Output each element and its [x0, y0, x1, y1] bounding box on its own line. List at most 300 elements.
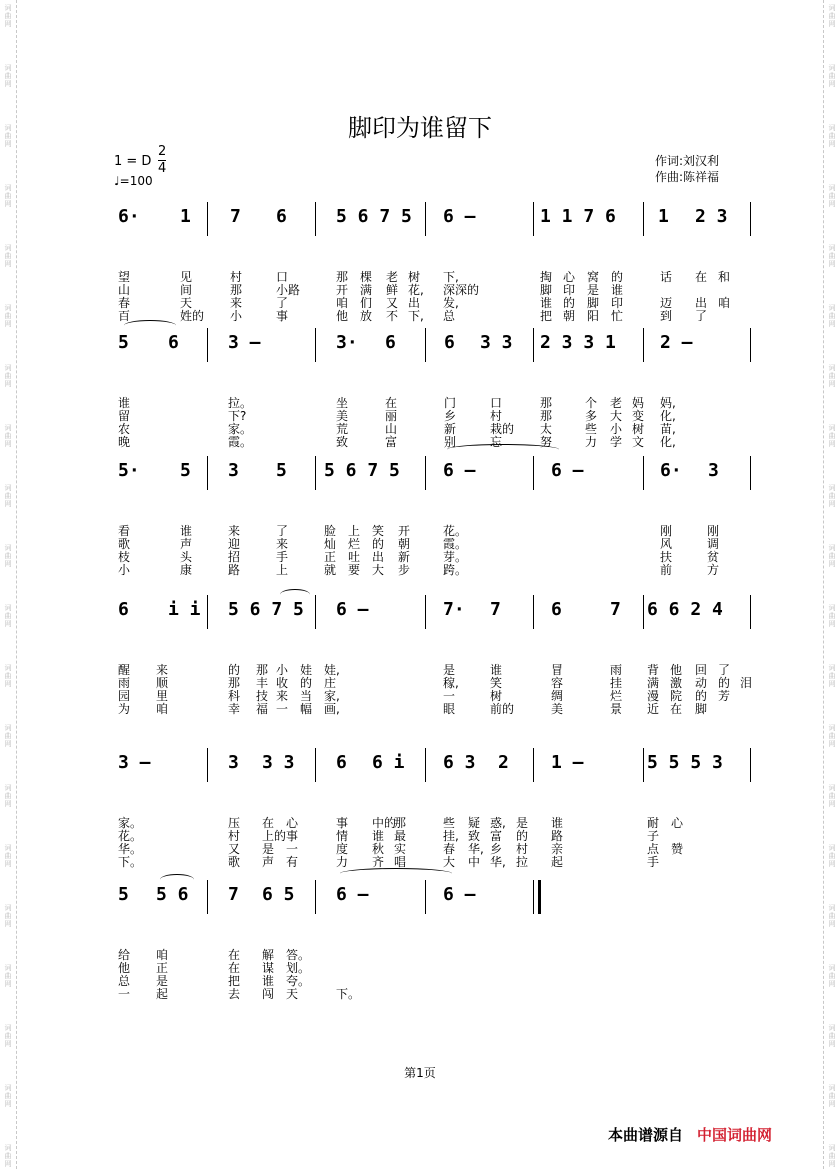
lyric-syllable: 春: [118, 296, 131, 310]
lyric-syllable: 雨: [118, 676, 131, 690]
bar-line: [750, 595, 751, 629]
note-group: 1: [658, 206, 669, 227]
lyric-syllable: 是: [156, 974, 169, 988]
lyric-syllable: 福: [256, 702, 269, 716]
lyric-syllable: 新: [398, 550, 411, 564]
lyric-syllable: 当: [300, 689, 313, 703]
lyric-syllable: 最: [394, 829, 407, 843]
source-label: 本曲谱源自: [608, 1126, 684, 1144]
note-group: 7: [228, 884, 239, 905]
lyric-verse-row: [0, 537, 840, 551]
lyric-syllable: 里: [156, 689, 169, 703]
lyric-syllable: 新: [444, 422, 457, 436]
bar-line: [750, 202, 751, 236]
lyric-syllable: 妈: [632, 396, 645, 410]
lyric-syllable: 为: [118, 702, 131, 716]
lyric-syllable: 谁: [490, 663, 503, 677]
note-group: 1 –: [551, 752, 584, 773]
watermark-mark: 词 曲 网: [828, 124, 836, 148]
watermark-mark: 词 曲 网: [828, 1084, 836, 1108]
lyric-syllable: 烂: [610, 689, 623, 703]
lyric-syllable: 在: [670, 702, 683, 716]
lyric-syllable: 荒: [336, 422, 349, 436]
note-group: 6: [385, 332, 396, 353]
note-group: 3 –: [228, 332, 261, 353]
lyric-syllable: 夸。: [286, 974, 311, 988]
note-group: 6 –: [551, 460, 584, 481]
lyric-syllable: 答。: [286, 948, 311, 962]
note-group: 5: [118, 884, 129, 905]
watermark-mark: 词 曲 网: [4, 1024, 12, 1048]
lyric-syllable: 院: [670, 689, 683, 703]
lyric-syllable: 吐: [348, 550, 361, 564]
lyric-syllable: 天: [286, 987, 299, 1001]
lyric-syllable: 的: [718, 676, 731, 690]
watermark-mark: 词 曲 网: [828, 844, 836, 868]
lyric-syllable: 下,: [443, 270, 459, 284]
lyric-syllable: 娃,: [324, 663, 340, 677]
lyric-syllable: 下。: [336, 987, 361, 1001]
lyric-syllable: 闯: [262, 987, 275, 1001]
lyric-syllable: 事: [336, 816, 349, 830]
lyric-syllable: 口: [490, 396, 503, 410]
lyric-syllable: 的: [372, 537, 385, 551]
lyric-syllable: 树: [490, 689, 503, 703]
lyric-syllable: 努: [540, 435, 553, 449]
lyric-verse-row: [0, 270, 840, 284]
lyric-verse-row: [0, 435, 840, 449]
lyric-syllable: 间: [180, 283, 193, 297]
lyric-syllable: 亲: [551, 842, 564, 856]
lyric-syllable: 解: [262, 948, 275, 962]
lyric-syllable: 印: [611, 296, 624, 310]
lyric-syllable: 枝: [118, 550, 131, 564]
lyric-syllable: 漫: [647, 689, 660, 703]
lyric-syllable: 下。: [118, 855, 143, 869]
note-group: 6: [444, 332, 455, 353]
lyric-syllable: 咱: [336, 296, 349, 310]
lyric-syllable: 把: [228, 974, 241, 988]
tie-slur: [447, 444, 559, 455]
lyric-syllable: 小: [276, 663, 289, 677]
lyric-syllable: 大: [610, 409, 623, 423]
lyric-verse-row: [0, 676, 840, 690]
lyric-syllable: 老: [386, 270, 399, 284]
lyric-syllable: 口: [276, 270, 289, 284]
lyric-verse-row: [0, 948, 840, 962]
lyric-syllable: 春: [443, 842, 456, 856]
lyric-syllable: 就: [324, 563, 337, 577]
lyric-verse-row: [0, 689, 840, 703]
bar-line: [207, 748, 208, 782]
note-group: 5: [276, 460, 287, 481]
lyric-syllable: 村: [230, 270, 243, 284]
lyric-syllable: 灿: [324, 537, 337, 551]
bar-line: [533, 595, 534, 629]
lyric-syllable: 来: [228, 524, 241, 538]
bar-line: [533, 328, 534, 362]
lyric-syllable: 在: [228, 961, 241, 975]
lyric-syllable: 出: [408, 296, 421, 310]
note-group: 7·: [443, 599, 465, 620]
lyric-syllable: 来: [276, 689, 289, 703]
lyric-syllable: 动: [695, 676, 708, 690]
note-group: 6 –: [336, 599, 369, 620]
tie-slur: [340, 868, 452, 879]
watermark-mark: 词 曲 网: [4, 4, 12, 28]
watermark-mark: 词 曲 网: [4, 964, 12, 988]
lyric-syllable: 了: [276, 296, 289, 310]
note-group: 6·: [118, 206, 140, 227]
lyric-syllable: 村: [228, 829, 241, 843]
lyric-syllable: 那: [540, 396, 553, 410]
lyric-syllable: 老: [610, 396, 623, 410]
lyric-syllable: 看: [118, 524, 131, 538]
watermark-mark: 词 曲 网: [828, 64, 836, 88]
bar-line: [750, 328, 751, 362]
lyric-syllable: 苗,: [660, 422, 676, 436]
lyric-syllable: 树: [632, 422, 645, 436]
note-group: 6: [336, 752, 347, 773]
lyric-syllable: 疑: [468, 816, 481, 830]
lyric-syllable: 在: [228, 948, 241, 962]
lyric-verse-row: [0, 816, 840, 830]
lyric-syllable: 风: [660, 537, 673, 551]
lyric-syllable: 开: [336, 283, 349, 297]
lyric-syllable: 那: [256, 663, 269, 677]
watermark-mark: 词 曲 网: [4, 604, 12, 628]
lyric-syllable: 是: [516, 816, 529, 830]
lyric-syllable: 眼: [443, 702, 456, 716]
lyric-syllable: 是: [443, 663, 456, 677]
lyric-syllable: 方: [707, 563, 720, 577]
lyric-syllable: 是: [587, 283, 600, 297]
bar-line: [643, 456, 644, 490]
lyric-syllable: 话: [660, 270, 673, 284]
note-group: 6: [118, 599, 129, 620]
lyric-syllable: 秋: [372, 842, 385, 856]
lyric-syllable: 实: [394, 842, 407, 856]
lyric-syllable: 别: [444, 435, 457, 449]
note-group: 5 6 7 5: [336, 206, 412, 227]
lyric-syllable: 村: [490, 409, 503, 423]
note-group: 5 5 5 3: [647, 752, 723, 773]
note-group: 3: [708, 460, 719, 481]
watermark-mark: 词 曲 网: [4, 244, 12, 268]
watermark-mark: 词 曲 网: [4, 844, 12, 868]
lyric-syllable: 迎: [228, 537, 241, 551]
lyric-syllable: 力: [585, 435, 598, 449]
lyric-syllable: 那: [540, 409, 553, 423]
lyric-syllable: 近: [647, 702, 660, 716]
bar-line: [750, 748, 751, 782]
lyric-syllable: 些: [443, 816, 456, 830]
lyric-syllable: 放: [360, 309, 373, 323]
tie-slur: [280, 589, 310, 600]
bar-line: [538, 880, 541, 914]
lyric-syllable: 家。: [228, 422, 253, 436]
lyric-syllable: 深深的: [443, 283, 480, 297]
lyric-syllable: 咱: [718, 296, 731, 310]
lyric-syllable: 幸: [228, 702, 241, 716]
lyric-syllable: 手: [647, 855, 660, 869]
lyric-syllable: 忘: [490, 435, 503, 449]
note-group: 5 6 7 5: [228, 599, 304, 620]
bar-line: [315, 748, 316, 782]
lyric-syllable: 谁: [372, 829, 385, 843]
lyric-syllable: 乡: [490, 842, 503, 856]
lyric-syllable: 路: [551, 829, 564, 843]
lyric-syllable: 花,: [408, 283, 424, 297]
lyric-syllable: 棵: [360, 270, 373, 284]
lyric-syllable: 有: [286, 855, 299, 869]
bar-line: [315, 328, 316, 362]
lyric-syllable: 冒: [551, 663, 564, 677]
lyric-syllable: 致: [336, 435, 349, 449]
lyric-syllable: 手: [276, 550, 289, 564]
lyric-syllable: 刚: [660, 524, 673, 538]
watermark-mark: 词 曲 网: [828, 604, 836, 628]
watermark-mark: 词 曲 网: [828, 484, 836, 508]
bar-line: [750, 456, 751, 490]
lyric-syllable: 迈: [660, 296, 673, 310]
lyric-syllable: 心: [286, 816, 299, 830]
lyric-syllable: 化,: [660, 409, 676, 423]
note-group: 6 –: [443, 206, 476, 227]
watermark-mark: 词 曲 网: [828, 1144, 836, 1168]
lyric-syllable: 那: [394, 816, 407, 830]
lyric-syllable: 小路: [276, 283, 301, 297]
lyric-syllable: 歌: [228, 855, 241, 869]
note-group: 7: [230, 206, 241, 227]
bar-line: [643, 748, 644, 782]
lyric-syllable: 度: [336, 842, 349, 856]
bar-line: [643, 328, 644, 362]
lyric-syllable: 他: [118, 961, 131, 975]
lyric-syllable: 谁: [540, 296, 553, 310]
bar-line: [425, 748, 426, 782]
lyric-syllable: 雨: [610, 663, 623, 677]
lyric-syllable: 他: [670, 663, 683, 677]
bar-line: [533, 456, 534, 490]
lyric-syllable: 和: [718, 270, 731, 284]
lyric-syllable: 一: [118, 987, 131, 1001]
lyric-syllable: 总: [443, 309, 456, 323]
brand-link[interactable]: 中国词曲网: [697, 1126, 773, 1144]
watermark-mark: 词 曲 网: [4, 664, 12, 688]
lyric-verse-row: [0, 550, 840, 564]
lyric-syllable: 泪: [740, 676, 753, 690]
lyric-syllable: 满: [647, 676, 660, 690]
lyric-syllable: 百: [118, 309, 131, 323]
note-group: 2 –: [660, 332, 693, 353]
lyric-syllable: 的: [695, 689, 708, 703]
lyric-syllable: 来: [276, 537, 289, 551]
lyric-syllable: 他: [336, 309, 349, 323]
lyric-syllable: 科: [228, 689, 241, 703]
lyric-syllable: 激: [670, 676, 683, 690]
lyric-syllable: 霞。: [443, 537, 468, 551]
bar-line: [207, 456, 208, 490]
note-group: 6: [276, 206, 287, 227]
note-group: 3·: [336, 332, 358, 353]
note-group: 3: [228, 460, 239, 481]
lyric-syllable: 前的: [490, 702, 515, 716]
bar-line: [315, 880, 316, 914]
note-group: 6 –: [443, 460, 476, 481]
lyric-syllable: 情: [336, 829, 349, 843]
note-group: 6 –: [443, 884, 476, 905]
lyric-syllable: 谁: [611, 283, 624, 297]
lyric-syllable: 赞: [671, 842, 684, 856]
note-group: 6 3: [443, 752, 476, 773]
lyric-verse-row: [0, 829, 840, 843]
lyric-syllable: 小: [610, 422, 623, 436]
lyric-syllable: 园: [118, 689, 131, 703]
lyric-syllable: 芳: [718, 689, 731, 703]
lyric-syllable: 华,: [490, 855, 506, 869]
note-group: 6 5: [262, 884, 295, 905]
lyric-syllable: 朝: [563, 309, 576, 323]
lyric-syllable: 回: [695, 663, 708, 677]
lyric-syllable: 花。: [118, 829, 143, 843]
watermark-mark: 词 曲 网: [828, 784, 836, 808]
lyric-syllable: 见: [180, 270, 193, 284]
lyric-syllable: 芽。: [443, 550, 468, 564]
lyricist-credit: 作词:刘汉利: [655, 154, 720, 168]
lyric-syllable: 家,: [324, 689, 340, 703]
lyric-syllable: 乡: [444, 409, 457, 423]
lyric-syllable: 窝: [587, 270, 600, 284]
lyric-syllable: 背: [647, 663, 660, 677]
time-signature-bottom: 4: [158, 161, 167, 176]
lyric-syllable: 刚: [707, 524, 720, 538]
lyric-syllable: 在: [385, 396, 398, 410]
lyric-syllable: 路: [228, 563, 241, 577]
lyric-syllable: 不: [386, 309, 399, 323]
lyric-syllable: 收: [276, 676, 289, 690]
lyric-syllable: 起: [551, 855, 564, 869]
lyric-syllable: 变: [632, 409, 645, 423]
lyric-syllable: 个: [585, 396, 598, 410]
lyric-verse-row: [0, 702, 840, 716]
note-group: 3 3: [262, 752, 295, 773]
lyric-syllable: 贫: [707, 550, 720, 564]
lyric-syllable: 娃: [300, 663, 313, 677]
lyric-syllable: 头: [180, 550, 193, 564]
note-group: 1 1 7 6: [540, 206, 616, 227]
watermark-mark: 词 曲 网: [4, 364, 12, 388]
lyric-syllable: 点: [647, 842, 660, 856]
lyric-syllable: 上的: [262, 829, 287, 843]
lyric-syllable: 阳: [587, 309, 600, 323]
lyric-syllable: 拉。: [228, 396, 253, 410]
note-group: 6: [551, 599, 562, 620]
watermark-mark: 词 曲 网: [828, 244, 836, 268]
source-footer: [608, 1124, 772, 1145]
lyric-verse-row: [0, 842, 840, 856]
lyric-syllable: 惑,: [490, 816, 506, 830]
watermark-mark: 词 曲 网: [4, 784, 12, 808]
lyric-syllable: 一: [443, 689, 456, 703]
note-group: 7: [610, 599, 621, 620]
time-signature: [158, 144, 166, 177]
lyric-syllable: 画,: [324, 702, 340, 716]
lyric-syllable: 丽: [385, 409, 398, 423]
lyric-syllable: 那: [228, 676, 241, 690]
lyric-syllable: 在: [695, 270, 708, 284]
lyric-syllable: 唱: [394, 855, 407, 869]
tempo-mark: ♩=100: [114, 174, 153, 188]
lyric-syllable: 栽的: [490, 422, 515, 436]
watermark-mark: 词 曲 网: [828, 904, 836, 928]
watermark-mark: 词 曲 网: [4, 184, 12, 208]
lyric-syllable: 富: [385, 435, 398, 449]
lyric-syllable: 鲜: [386, 283, 399, 297]
lyric-syllable: 耐: [647, 816, 660, 830]
lyric-syllable: 咱: [156, 702, 169, 716]
lyric-syllable: 脚: [695, 702, 708, 716]
lyric-syllable: 声: [262, 855, 275, 869]
watermark-mark: 词 曲 网: [828, 184, 836, 208]
lyric-syllable: 丰: [256, 676, 269, 690]
bar-line: [425, 595, 426, 629]
lyric-syllable: 在: [262, 816, 275, 830]
lyric-syllable: 步: [398, 563, 411, 577]
composer-credit: 作曲:陈祥福: [655, 170, 720, 184]
lyric-syllable: 齐: [372, 855, 385, 869]
lyric-syllable: 把: [540, 309, 553, 323]
lyric-verse-row: [0, 974, 840, 988]
lyric-syllable: 脚: [540, 283, 553, 297]
watermark-mark: 词 曲 网: [4, 304, 12, 328]
lyric-syllable: 的: [563, 296, 576, 310]
note-group: i i: [168, 599, 201, 620]
lyric-syllable: 划。: [286, 961, 311, 975]
page-number: 第1页: [404, 1066, 436, 1080]
lyric-syllable: 来: [156, 663, 169, 677]
lyric-syllable: 挂: [610, 676, 623, 690]
lyric-syllable: 子: [647, 829, 660, 843]
lyric-syllable: 富: [490, 829, 503, 843]
lyric-syllable: 技: [256, 689, 269, 703]
watermark-mark: 词 曲 网: [4, 724, 12, 748]
lyric-syllable: 晚: [118, 435, 131, 449]
bar-line: [533, 748, 534, 782]
bar-line: [207, 880, 208, 914]
lyric-syllable: 下,: [408, 309, 424, 323]
lyric-syllable: 康: [180, 563, 193, 577]
lyric-syllable: 到: [660, 309, 673, 323]
key-signature: 1 = D: [114, 154, 152, 169]
lyric-syllable: 华,: [468, 842, 484, 856]
lyric-syllable: 些: [585, 422, 598, 436]
lyric-syllable: 跨。: [443, 563, 468, 577]
lyric-syllable: 要: [348, 563, 361, 577]
lyric-syllable: 心: [671, 816, 684, 830]
lyric-syllable: 了: [695, 309, 708, 323]
note-group: 6·: [660, 460, 682, 481]
bar-line: [315, 456, 316, 490]
note-group: 6 i: [372, 752, 405, 773]
note-group: 6 6 2 4: [647, 599, 723, 620]
tie-slur: [124, 320, 176, 331]
watermark-mark: 词 曲 网: [4, 904, 12, 928]
note-group: 1: [180, 206, 191, 227]
note-group: 5: [118, 332, 129, 353]
lyric-verse-row: [0, 961, 840, 975]
lyric-syllable: 事: [276, 309, 289, 323]
